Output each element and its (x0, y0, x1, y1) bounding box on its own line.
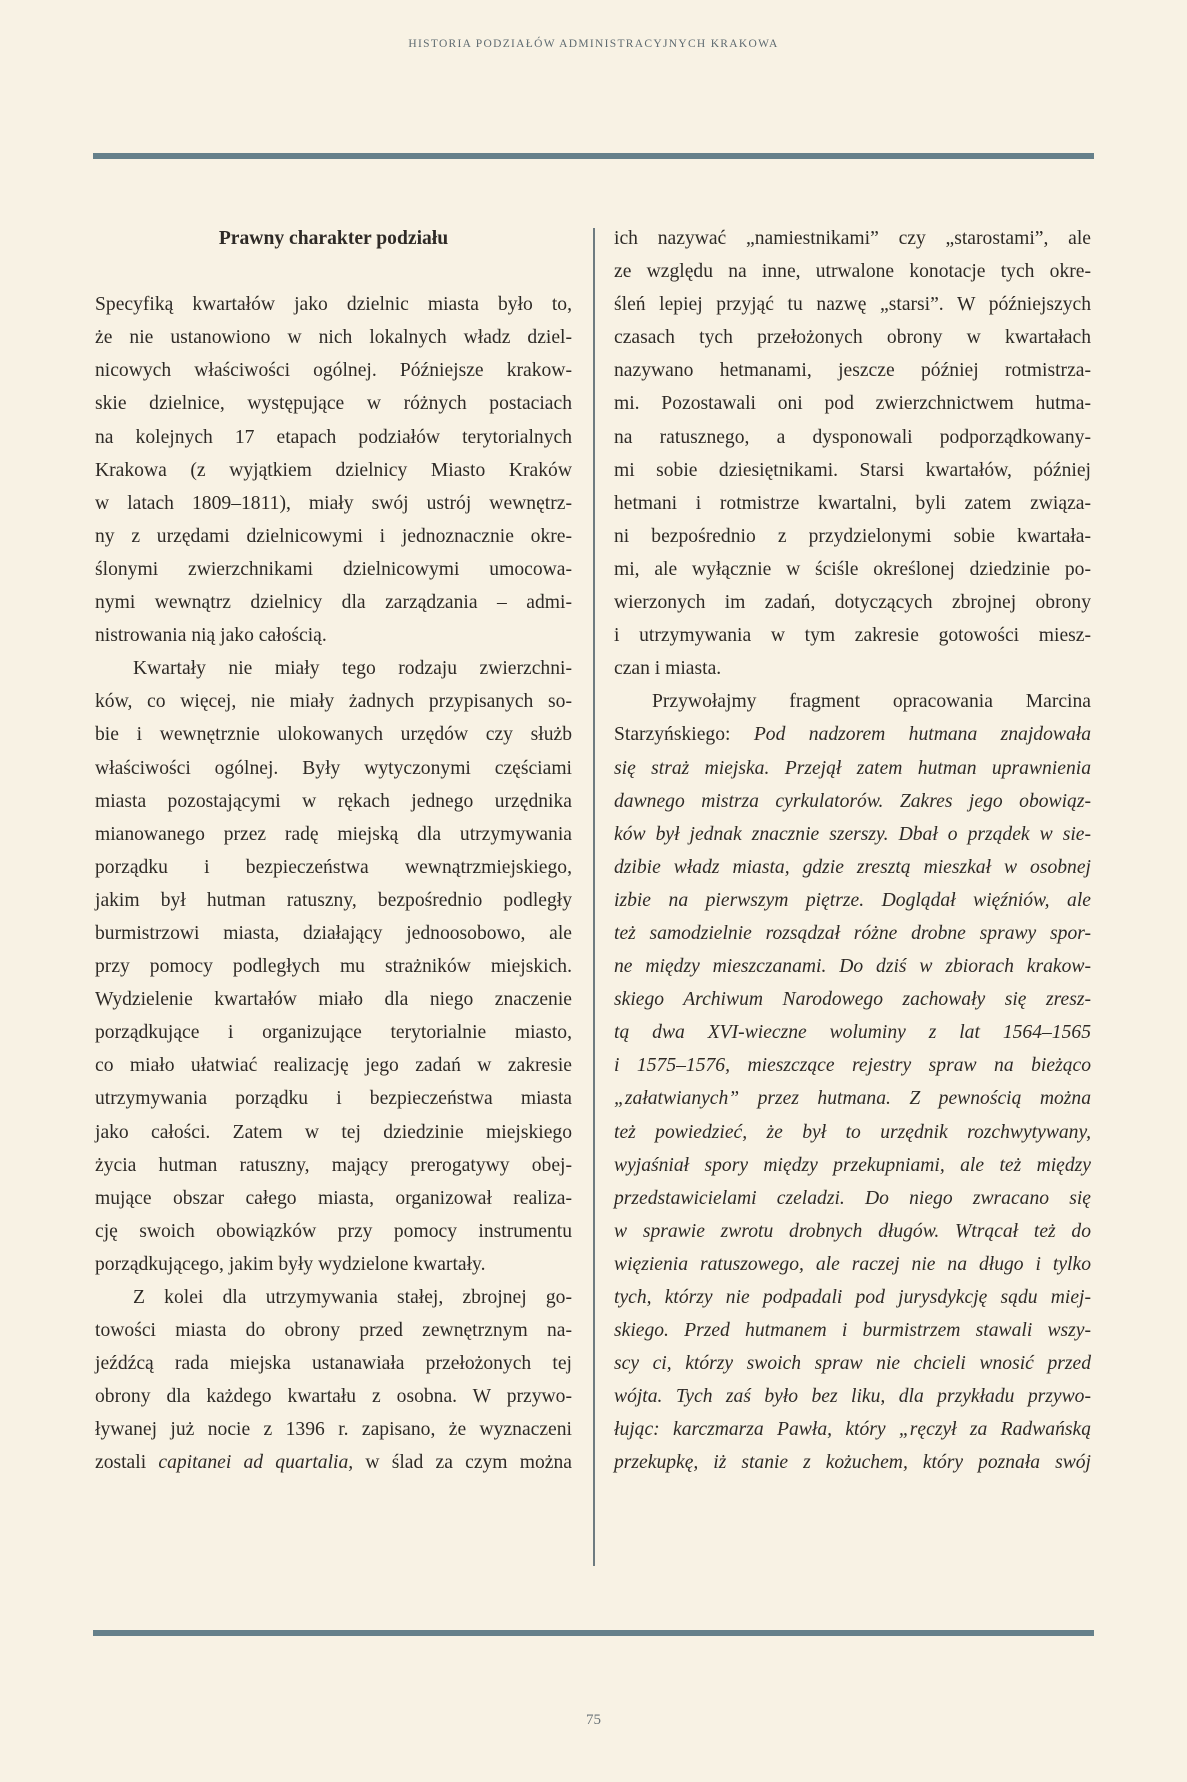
text-run: nazywano hetmanami, jeszcze później rotmistrza- (614, 360, 1091, 382)
text-run: mi sobie dziesiętnikami. Starsi kwartałów, później (614, 459, 1091, 481)
text-line (614, 1049, 1091, 1082)
text-run: co miało ułatwiać realizację jego zadań w zakresie (95, 1055, 572, 1077)
text-run: cję swoich obowiązków przy pomocy instrumentu (95, 1220, 572, 1242)
italic-quote-run: ków był jednak znacznie szerszy. Dbał o prządek w sie- (614, 823, 1091, 845)
italic-quote-run: przedstawicielami czeladzi. Do niego zwracano się (614, 1187, 1091, 1209)
text-line (614, 1413, 1091, 1446)
italic-quote-run: też samodzielnie rozsądzał różne drobne sprawy spor- (614, 922, 1091, 944)
italic-quote-run: wyjaśniał spory między przekupniami, ale też między (614, 1154, 1091, 1176)
text-line (95, 321, 572, 354)
text-line (614, 387, 1091, 420)
text-line (95, 652, 572, 685)
bottom-rule (93, 1630, 1094, 1636)
text-run: wierzonych im zadań, dotyczących zbrojnej obrony (614, 592, 1091, 614)
text-line (95, 1248, 572, 1281)
italic-quote-run: wójta. Tych zaś było bez liku, dla przykładu przywo- (614, 1386, 1091, 1408)
text-line (614, 950, 1091, 983)
text-line (95, 752, 572, 785)
text-line (614, 454, 1091, 487)
text-run: mi, ale wyłącznie w ściśle określonej dziedzinie po- (614, 558, 1091, 580)
italic-quote-run: skiego. Przed hutmanem i burmistrzem stawali wszy- (614, 1320, 1091, 1342)
text-line (95, 1215, 572, 1248)
text-line (614, 1248, 1091, 1281)
italic-quote-run: też powiedzieć, że był to urzędnik rozchwytywany, (614, 1121, 1091, 1143)
text-run: porządku i bezpieczeństwa wewnątrzmiejskiego, (95, 856, 572, 878)
text-run: w ślad za czym można (353, 1452, 572, 1474)
text-line (614, 619, 1091, 652)
right-column-text (614, 222, 1091, 1480)
text-line (614, 288, 1091, 321)
running-head: HISTORIA PODZIAŁÓW ADMINISTRACYJNYCH KRAKOWA (408, 38, 779, 50)
text-line (95, 818, 572, 851)
section-title: Prawny charakter podziału (218, 228, 449, 249)
italic-quote-run: ne między mieszczanami. Do dziś w zbiorach krakow- (614, 956, 1091, 978)
text-run: ni bezpośrednio z przydzielonymi sobie kwartała- (614, 525, 1091, 547)
italic-quote-run: i 1575–1576, mieszczące rejestry spraw na bieżąco (614, 1055, 1091, 1077)
text-line (95, 387, 572, 420)
text-run: burmistrzowi miasta, działający jednoosobowo, ale (95, 922, 572, 944)
text-line (95, 1347, 572, 1380)
text-run: Przywołajmy fragment opracowania Marcina (652, 691, 1091, 713)
text-run: porządkującego, jakim były wydzielone kwartały. (95, 1253, 486, 1275)
text-line (614, 983, 1091, 1016)
text-run: mujące obszar całego miasta, organizował realiza- (95, 1187, 572, 1209)
text-run: porządkujące i organizujące terytorialnie miasto, (95, 1022, 572, 1044)
text-line (614, 818, 1091, 851)
text-line (95, 1182, 572, 1215)
text-run: mi. Pozostawali oni pod zwierzchnictwem hutma- (614, 393, 1091, 415)
text-run: właściwości ogólnej. Były wytyczonymi częściami (95, 757, 572, 779)
text-run: czasach tych przełożonych obrony w kwartałach (614, 327, 1091, 349)
page-number: 75 (586, 1712, 601, 1728)
italic-quote-run: izbie na pierwszym piętrze. Doglądał więźniów, ale (614, 889, 1091, 911)
italic-quote-run: dawnego mistrza cyrkulatorów. Zakres jego obowiąz- (614, 790, 1091, 812)
text-line (614, 222, 1091, 255)
text-line (95, 884, 572, 917)
text-run: jako całości. Zatem w tej dziedzinie miejskiego (95, 1121, 572, 1143)
text-line (95, 619, 572, 652)
text-line (95, 1281, 572, 1314)
italic-quote-run: tą dwa XVI-wieczne woluminy z lat 1564–1565 (614, 1022, 1091, 1044)
text-line (614, 1380, 1091, 1413)
italic-quote-run: capitanei ad quartalia, (158, 1452, 354, 1474)
text-line (95, 1049, 572, 1082)
text-run: bie i wewnętrznie ulokowanych urzędów czy służb (95, 724, 572, 746)
text-line (614, 785, 1091, 818)
text-line (614, 884, 1091, 917)
left-column-text (95, 288, 572, 1479)
text-line (614, 1215, 1091, 1248)
text-line (614, 1016, 1091, 1049)
text-line (95, 1314, 572, 1347)
text-line (95, 553, 572, 586)
text-run: utrzymywania porządku i bezpieczeństwa miasta (95, 1088, 572, 1110)
text-line (95, 1149, 572, 1182)
text-line (614, 1347, 1091, 1380)
text-run: skie dzielnice, występujące w różnych postaciach (95, 393, 572, 415)
text-run: jeźdźcą rada miejska ustanawiała przełożonych tej (95, 1353, 572, 1375)
text-line (95, 983, 572, 1016)
text-line (95, 1116, 572, 1149)
text-run: ze względu na inne, utrwalone konotacje tych okre- (614, 261, 1091, 283)
text-line (95, 1016, 572, 1049)
text-run: hetmani i rotmistrze kwartalni, byli zatem związa- (614, 492, 1091, 514)
text-run: ich nazywać „namiestnikami” czy „starostami”, ale (614, 228, 1091, 249)
italic-quote-run: więzienia ratuszowego, ale raczej nie na długo i tylko (614, 1253, 1091, 1275)
text-run: mianowanego przez radę miejską dla utrzymywania (95, 823, 572, 845)
text-line (95, 1380, 572, 1413)
text-line (614, 752, 1091, 785)
text-line (95, 288, 572, 321)
text-line (614, 718, 1091, 751)
text-run: ny z urzędami dzielnicowymi i jednoznacznie okre- (95, 525, 572, 547)
italic-quote-run: przekupkę, iż stanie z kożuchem, który poznała swój (614, 1452, 1091, 1474)
text-line (614, 1314, 1091, 1347)
text-run: Krakowa (z wyjątkiem dzielnicy Miasto Kraków (95, 459, 572, 481)
text-run: na ratusznego, a dysponowali podporządkowany- (614, 426, 1091, 448)
text-line (614, 321, 1091, 354)
left-column (95, 222, 572, 1480)
italic-quote-run: dzibie władz miasta, gdzie zresztą mieszkał w osobnej (614, 856, 1091, 878)
text-line (95, 421, 572, 454)
italic-quote-run: scy ci, którzy swoich spraw nie chcieli wnosić przed (614, 1353, 1091, 1375)
text-line (95, 1082, 572, 1115)
text-run: nicowych właściwości ogólnej. Późniejsze krakow- (95, 360, 572, 382)
text-line (614, 1116, 1091, 1149)
text-line (614, 553, 1091, 586)
text-line (614, 652, 1091, 685)
text-run: ślonymi zwierzchnikami dzielnicowymi umocowa- (95, 558, 572, 580)
text-line (614, 354, 1091, 387)
italic-quote-run: tych, którzy nie podpadali pod jurysdykcję sądu miej- (614, 1287, 1091, 1308)
text-line (95, 950, 572, 983)
text-run: Starzyńskiego: (614, 724, 754, 746)
top-rule (93, 153, 1094, 159)
text-line (95, 851, 572, 884)
text-run: Z kolei dla utrzymywania stałej, zbrojnej go- (133, 1287, 572, 1308)
text-line (95, 1413, 572, 1446)
text-line (614, 1082, 1091, 1115)
text-line (614, 1446, 1091, 1479)
text-run: obrony dla każdego kwartału z osobna. W przywo- (95, 1386, 572, 1408)
italic-quote-run: Pod nadzorem hutmana znajdowała (753, 724, 1091, 746)
italic-quote-run: „załatwianych” przez hutmana. Z pewnością można (614, 1088, 1091, 1110)
text-line (614, 421, 1091, 454)
text-run: Wydzielenie kwartałów miało dla niego znaczenie (95, 989, 572, 1011)
text-run: miasta pozostającymi w rękach jednego urzędnika (95, 790, 572, 812)
text-run: towości miasta do obrony przed zewnętrznym na- (95, 1320, 572, 1342)
text-line (614, 851, 1091, 884)
text-run: życia hutman ratuszny, mający prerogatywy obej- (95, 1154, 572, 1176)
text-run: Kwartały nie miały tego rodzaju zwierzchni- (133, 658, 572, 680)
italic-quote-run: się straż miejska. Przejął zatem hutman uprawnienia (614, 757, 1091, 779)
text-run: nymi wewnątrz dzielnicy dla zarządzania – admi- (95, 592, 572, 614)
text-line (95, 685, 572, 718)
text-line (614, 1149, 1091, 1182)
text-run: Specyfiką kwartałów jako dzielnic miasta było to, (95, 294, 572, 316)
italic-quote-run: w sprawie zwrotu drobnych długów. Wtrącał też do (614, 1220, 1091, 1242)
text-run: przy pomocy podległych mu strażników miejskich. (95, 956, 572, 978)
text-run: w latach 1809–1811), miały swój ustrój wewnętrz- (95, 492, 572, 514)
text-run: śleń lepiej przyjąć tu nazwę „starsi”. W późniejszych (614, 294, 1091, 316)
text-line (95, 520, 572, 553)
text-line (95, 1446, 572, 1479)
text-line (95, 354, 572, 387)
text-line (95, 718, 572, 751)
text-run: na kolejnych 17 etapach podziałów terytorialnych (95, 426, 572, 448)
text-line (95, 785, 572, 818)
italic-quote-run: skiego Archiwum Narodowego zachowały się zresz- (614, 989, 1091, 1011)
text-line (95, 487, 572, 520)
text-line (95, 917, 572, 950)
text-run: czan i miasta. (614, 658, 722, 680)
italic-quote-run: łując: karczmarza Pawła, który „ręczył za Radwańską (614, 1419, 1091, 1441)
text-run: ływanej już nocie z 1396 r. zapisano, że wyznaczeni (95, 1419, 572, 1441)
text-run: i utrzymywania w tym zakresie gotowości miesz- (614, 625, 1091, 647)
text-run: ków, co więcej, nie miały żadnych przypisanych so- (95, 691, 572, 713)
text-line (614, 586, 1091, 619)
text-run: zostali (95, 1452, 159, 1474)
text-line (614, 685, 1091, 718)
right-column (614, 222, 1091, 1480)
text-line (95, 586, 572, 619)
text-run: nistrowania nią jako całością. (95, 625, 327, 647)
text-line (614, 255, 1091, 288)
text-line (614, 917, 1091, 950)
text-run: że nie ustanowiono w nich lokalnych władz dziel- (95, 327, 572, 349)
text-line (614, 487, 1091, 520)
text-run: jakim był hutman ratuszny, bezpośrednio podległy (95, 889, 572, 911)
text-line (614, 1182, 1091, 1215)
text-line (614, 1281, 1091, 1314)
text-line (614, 520, 1091, 553)
text-line (95, 454, 572, 487)
column-divider (593, 228, 595, 1566)
